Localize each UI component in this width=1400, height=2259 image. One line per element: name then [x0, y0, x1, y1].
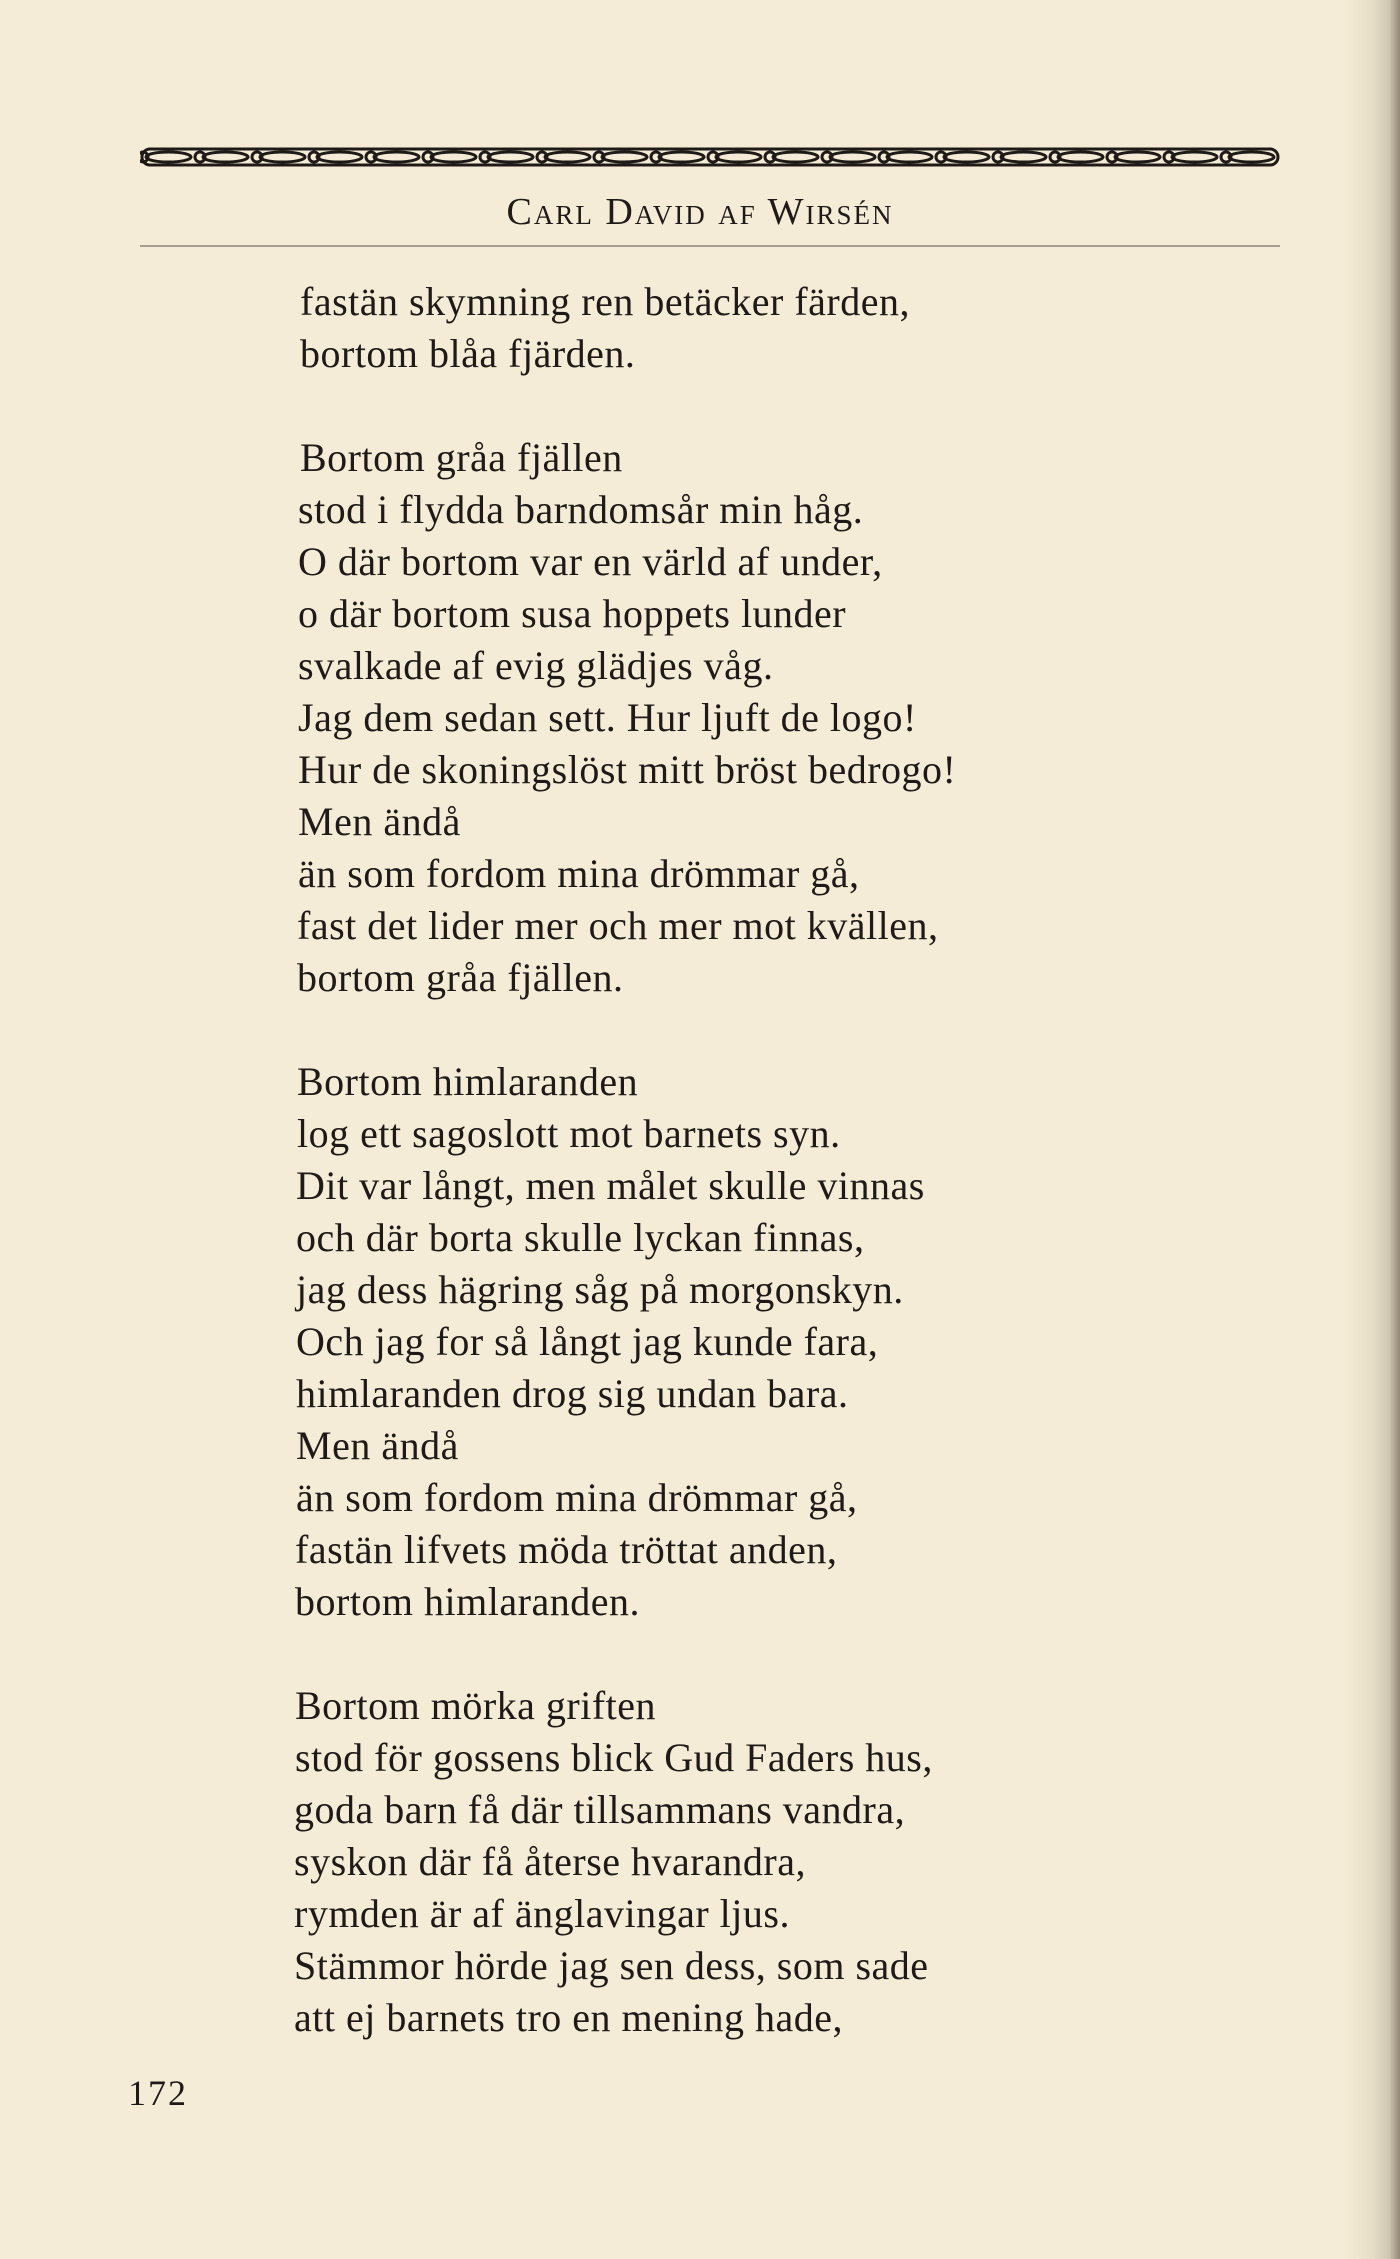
poem-line: stod för gossens blick Gud Faders hus,: [295, 1735, 933, 1780]
poem-line: himlaranden drog sig undan bara.: [296, 1371, 849, 1416]
poem-line: fastän skymning ren betäcker färden,: [300, 279, 910, 324]
page-edge-shadow: [1390, 0, 1400, 2259]
poem-line: O där bortom var en värld af under,: [298, 539, 883, 584]
poem-line: och där borta skulle lyckan finnas,: [296, 1215, 865, 1260]
poem-line: rymden är af änglavingar ljus.: [294, 1891, 790, 1936]
header-rule: [140, 245, 1280, 247]
poem-line: Bortom gråa fjällen: [300, 435, 623, 480]
poem-line: log ett sagoslott mot barnets syn.: [297, 1111, 841, 1156]
poem-line: Bortom mörka griften: [295, 1683, 657, 1728]
poem-line: Och jag for så långt jag kunde fara,: [296, 1319, 879, 1364]
poem-line: Men ändå: [298, 799, 461, 844]
poem-line: bortom gråa fjällen.: [297, 955, 624, 1000]
poem-line: syskon där få återse hvarandra,: [294, 1839, 806, 1884]
poem-line: fastän lifvets möda tröttat anden,: [295, 1527, 838, 1572]
poem-line: jag dess hägring såg på morgonskyn.: [296, 1267, 904, 1312]
poem-line: stod i flydda barndomsår min håg.: [298, 487, 864, 532]
poem-line: Men ändå: [296, 1423, 459, 1468]
running-head: Carl David af Wirsén: [506, 191, 894, 233]
poem-line: Dit var långt, men målet skulle vinnas: [296, 1163, 925, 1208]
poem-line: bortom blåa fjärden.: [300, 331, 636, 376]
poem-line: att ej barnets tro en mening hade,: [294, 1995, 844, 2040]
page-number: 172: [128, 2073, 188, 2113]
poem-line: Hur de skoningslöst mitt bröst bedrogo!: [298, 747, 957, 792]
poem-line: än som fordom mina drömmar gå,: [298, 851, 860, 896]
chain-ornament: [140, 143, 1280, 171]
poem-line: bortom himlaranden.: [295, 1579, 640, 1624]
poem-line: Bortom himlaranden: [297, 1059, 639, 1104]
poem-line: goda barn få där tillsammans vandra,: [294, 1787, 906, 1832]
poem-line: o där bortom susa hoppets lunder: [298, 591, 847, 636]
poem-line: fast det lider mer och mer mot kvällen,: [297, 903, 939, 948]
poem-line: än som fordom mina drömmar gå,: [296, 1475, 858, 1520]
poem-line: svalkade af evig glädjes våg.: [298, 643, 774, 688]
poem-line: Jag dem sedan sett. Hur ljuft de logo!: [298, 695, 917, 740]
poem-line: Stämmor hörde jag sen dess, som sade: [294, 1943, 929, 1988]
